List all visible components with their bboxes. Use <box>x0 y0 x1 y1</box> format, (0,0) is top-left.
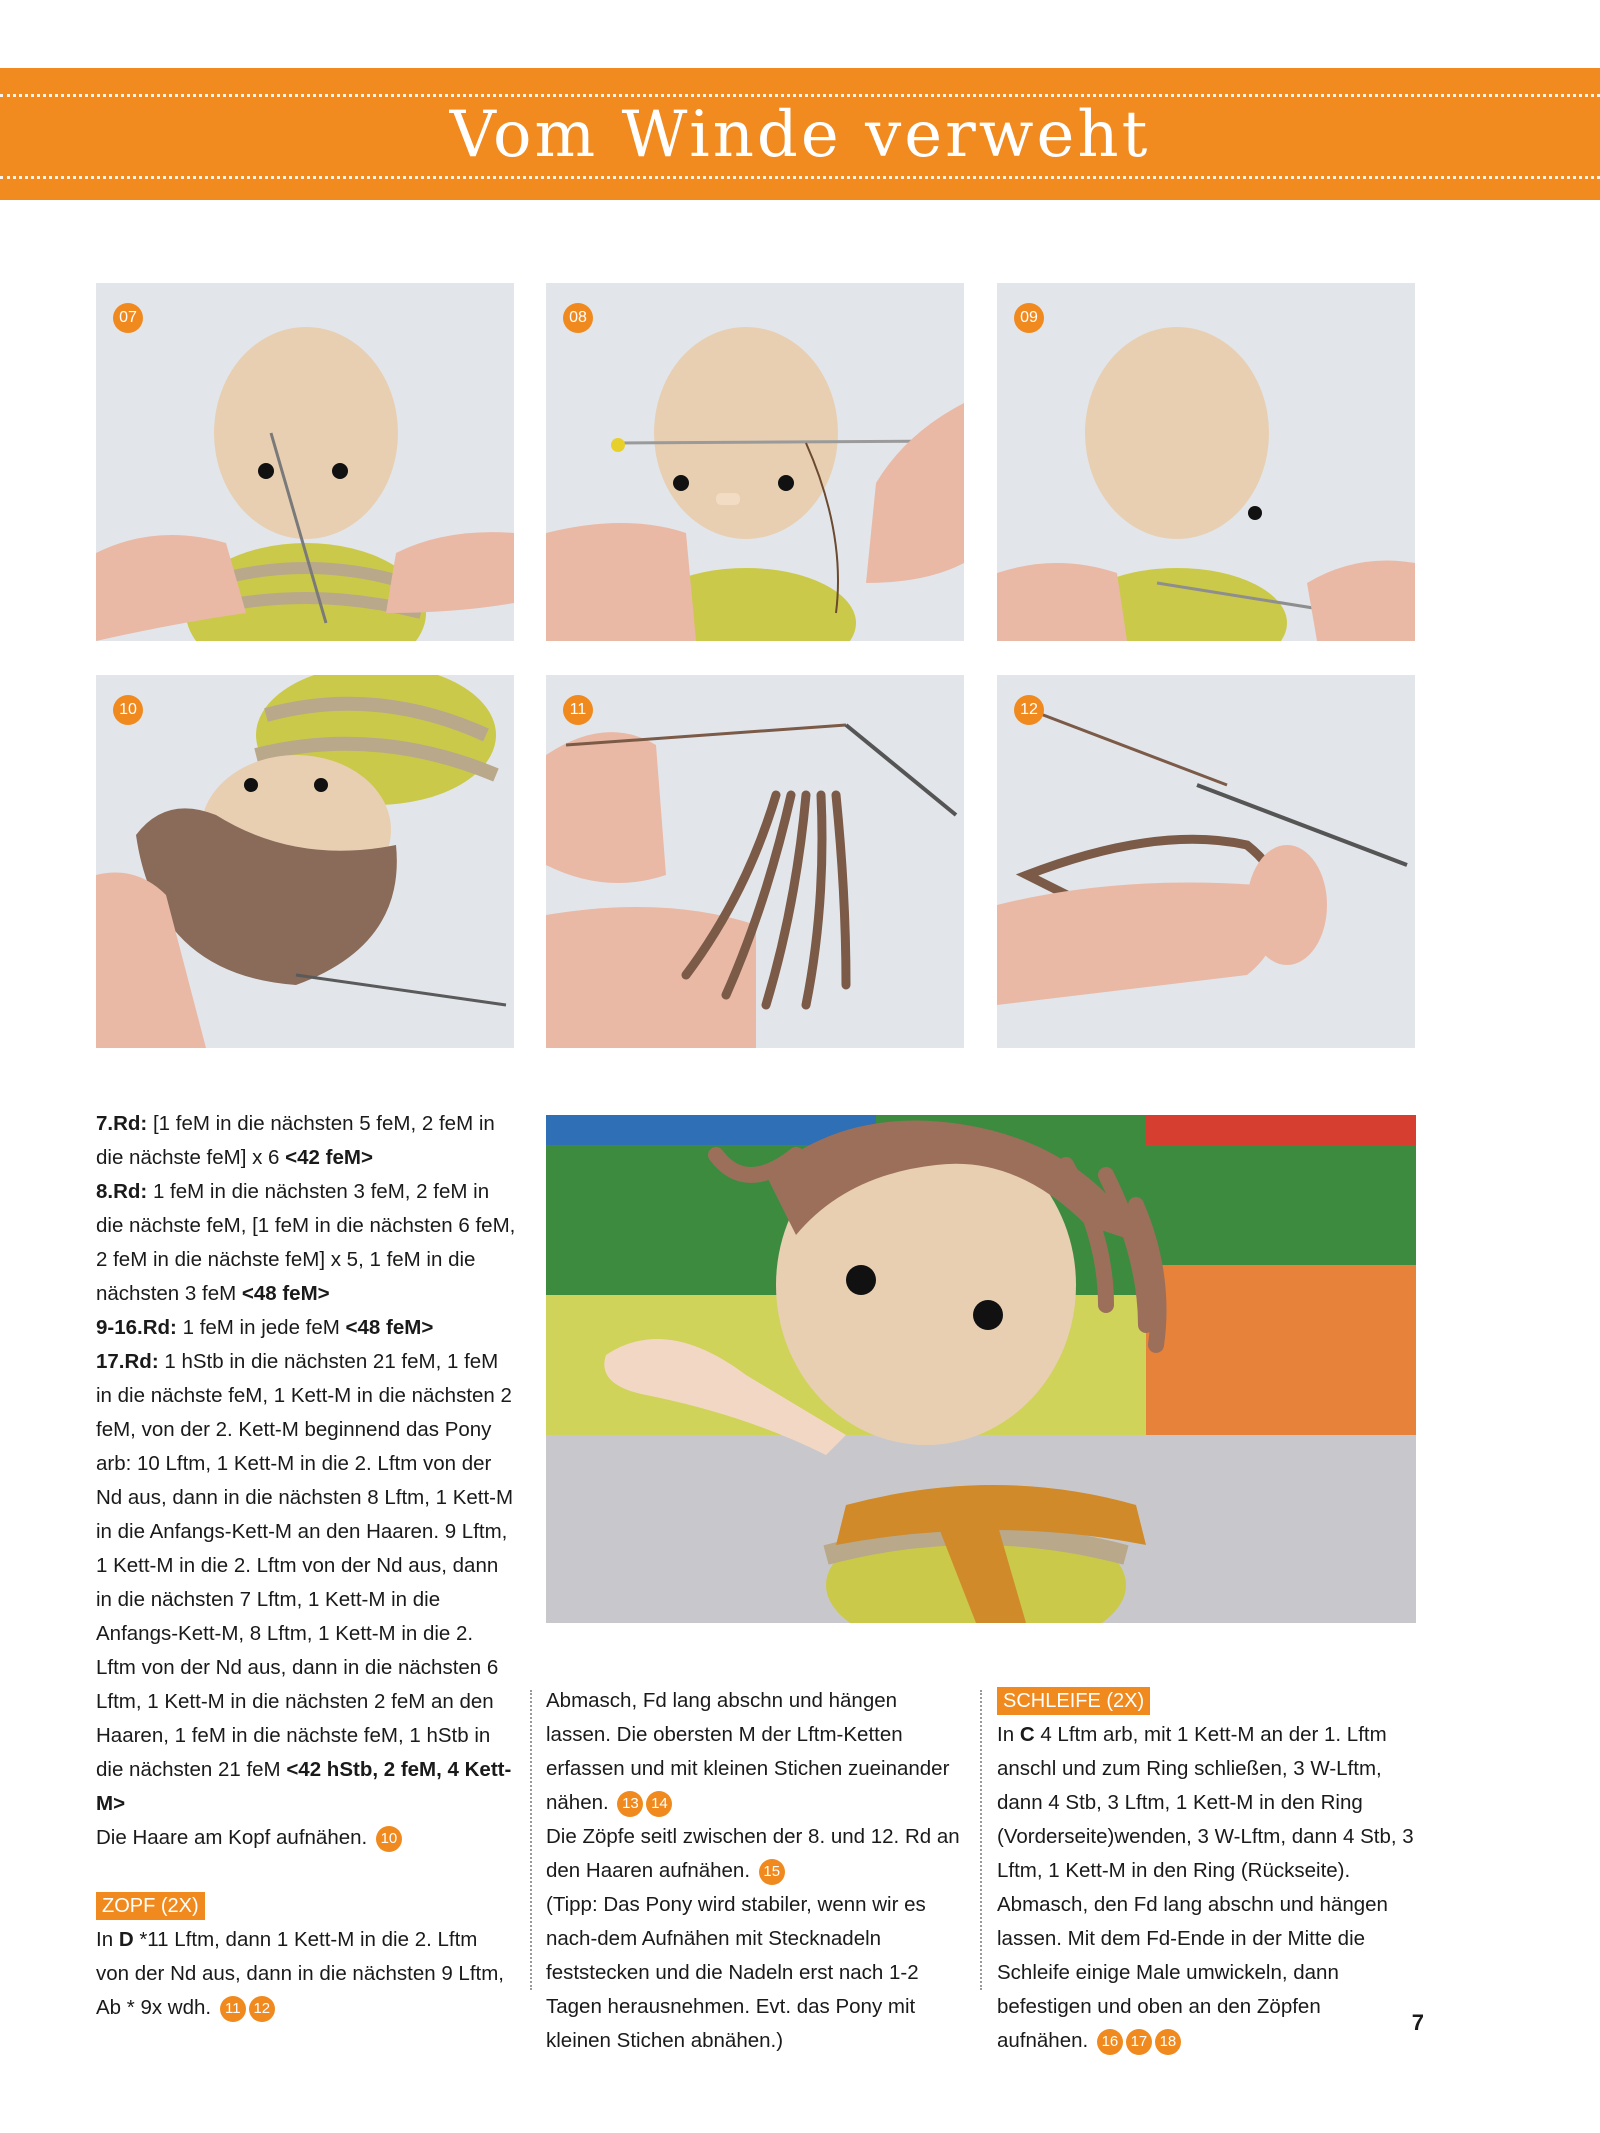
step-photo-12 <box>997 675 1415 1048</box>
round-17 <box>96 1345 516 1821</box>
color-code: D <box>118 1928 134 1951</box>
instructions-column-1 <box>96 1107 516 2025</box>
page-number: 7 <box>1411 2010 1424 2035</box>
instruction-text: Die Zöpfe seitl zwischen der 8. und 12. Rd an den Haaren aufnähen. <box>546 1825 960 1882</box>
banner-dotted-line-bottom <box>0 176 1600 179</box>
title-banner <box>0 68 1600 200</box>
stitch-count: <48 feM> <box>241 1282 330 1305</box>
step-badge: 10 <box>113 695 143 725</box>
instructions-column-2 <box>546 1684 966 2058</box>
round-label: 9-16.Rd: <box>96 1316 177 1339</box>
step-badge: 08 <box>563 303 593 333</box>
instruction-text: Abmasch, Fd lang abschn und hängen lassen. Die obersten M der Lftm-Ketten erfassen und mit kleinen Stichen zueinander nähen. <box>546 1689 950 1814</box>
round-text: 1 hStb in die nächsten 21 feM, 1 feM in die nächste feM, 1 Kett-M in die nächsten 2 feM, von der 2. Kett-M beginnend das Pony arb: 10 Lftm, 1 Kett-M in die 2. Lftm von der Nd aus, dann in die nächsten 8 Lftm, 1 Kett-M in die Anfangs-Kett-M an den Haaren. 9 Lftm, 1 Kett-M in die 2. Lftm von der Nd aus, dann in die nächsten 7 Lftm, 1 Kett-M in die Anfangs-Kett-M, 8 Lftm, 1 Kett-M in die 2. Lftm von der Nd aus, dann in die nächsten 6 Lftm, 1 Kett-M in die nächsten 2 feM an den Haaren, 1 feM in die nächste feM, 1 hStb in die nächsten 21 feM <box>96 1350 514 1781</box>
round-text: [1 feM in die nächsten 5 feM, 2 feM in die nächste feM] x 6 <box>96 1112 495 1169</box>
instruction-text: *11 Lftm, dann 1 Kett-M in die 2. Lftm von der Nd aus, dann in die nächsten 9 Lftm, Ab * 9x wdh. <box>96 1928 504 2019</box>
stitch-count: <42 feM> <box>285 1146 373 1169</box>
step-ref-badge: 11 <box>220 1996 246 2022</box>
step-photo-08 <box>546 283 964 641</box>
round-label: 7.Rd: <box>96 1112 148 1135</box>
round-label: 17.Rd: <box>96 1350 159 1373</box>
stitch-count: <42 hStb, 2 feM, 4 Kett-M> <box>96 1758 512 1815</box>
step-ref-badge: 13 <box>617 1791 643 1817</box>
schleife-instruction <box>997 1718 1417 2058</box>
attach-instruction <box>546 1820 966 1888</box>
stitch-count: <48 feM> <box>345 1316 434 1339</box>
step-ref-badge: 12 <box>249 1996 275 2022</box>
column-divider <box>530 1690 532 1990</box>
tip-text: (Tipp: Das Pony wird stabiler, wenn wir es nach-dem Aufnähen mit Stecknadeln feststecken und die Nadeln erst nach 1-2 Tagen herausnehmen. Evt. das Pony mit kleinen Stichen abnähen.) <box>546 1893 926 2052</box>
instruction-text: In <box>96 1928 114 1951</box>
round-text: 1 feM in jede feM <box>182 1316 340 1339</box>
step-badge: 11 <box>563 695 593 725</box>
step-ref-badge: 10 <box>376 1826 402 1852</box>
color-code: C <box>1019 1723 1035 1746</box>
round-text: 1 feM in die nächsten 3 feM, 2 feM in die nächste feM, [1 feM in die nächsten 6 feM, 2 feM in die nächste feM] x 5, 1 feM in die nächsten 3 feM <box>96 1180 516 1305</box>
step-badge: 09 <box>1014 303 1044 333</box>
section-heading-zopf: ZOPF (2X) <box>96 1892 205 1920</box>
step-photo-09 <box>997 283 1415 641</box>
doll-main-photo <box>546 1115 1416 1623</box>
round-8 <box>96 1175 516 1311</box>
step-badge: 12 <box>1014 695 1044 725</box>
step-ref-badge: 17 <box>1126 2029 1152 2055</box>
step-ref-badge: 14 <box>646 1791 672 1817</box>
instruction-text: 4 Lftm arb, mit 1 Kett-M an der 1. Lftm anschl und zum Ring schließen, 3 W-Lftm, dann 4 Stb, 3 Lftm, 1 Kett-M in den Ring (Vorderseite)wenden, 3 W-Lftm, dann 4 Stb, 3 Lftm, 1 Kett-M in den Ring (Rückseite). Abmasch, den Fd lang abschn und hängen lassen. Mit dem Fd-Ende in der Mitte die Schleife einige Male umwickeln, dann befestigen und oben an den Zöpfen aufnähen. <box>997 1723 1414 2052</box>
round-7 <box>96 1107 516 1175</box>
round-label: 8.Rd: <box>96 1180 148 1203</box>
instructions-column-3 <box>997 1684 1417 2058</box>
step-ref-badge: 18 <box>1155 2029 1181 2055</box>
step-ref-badge: 15 <box>759 1859 785 1885</box>
round-9-16 <box>96 1311 516 1345</box>
zopf-heading-line <box>96 1889 516 1923</box>
step-photo-11 <box>546 675 964 1048</box>
section-heading-schleife: SCHLEIFE (2X) <box>997 1687 1150 1715</box>
hair-instruction <box>96 1821 516 1855</box>
step-photo-07 <box>96 283 514 641</box>
finish-instruction <box>546 1684 966 1820</box>
column-divider <box>980 1690 982 1990</box>
step-ref-badge: 16 <box>1097 2029 1123 2055</box>
zopf-instruction <box>96 1923 516 2025</box>
page-title: Vom Winde verweht <box>449 98 1151 172</box>
step-badge: 07 <box>113 303 143 333</box>
schleife-heading-line <box>997 1684 1417 1718</box>
instruction-text: Die Haare am Kopf aufnähen. <box>96 1826 368 1849</box>
step-photo-10 <box>96 675 514 1048</box>
instruction-text: In <box>997 1723 1015 1746</box>
